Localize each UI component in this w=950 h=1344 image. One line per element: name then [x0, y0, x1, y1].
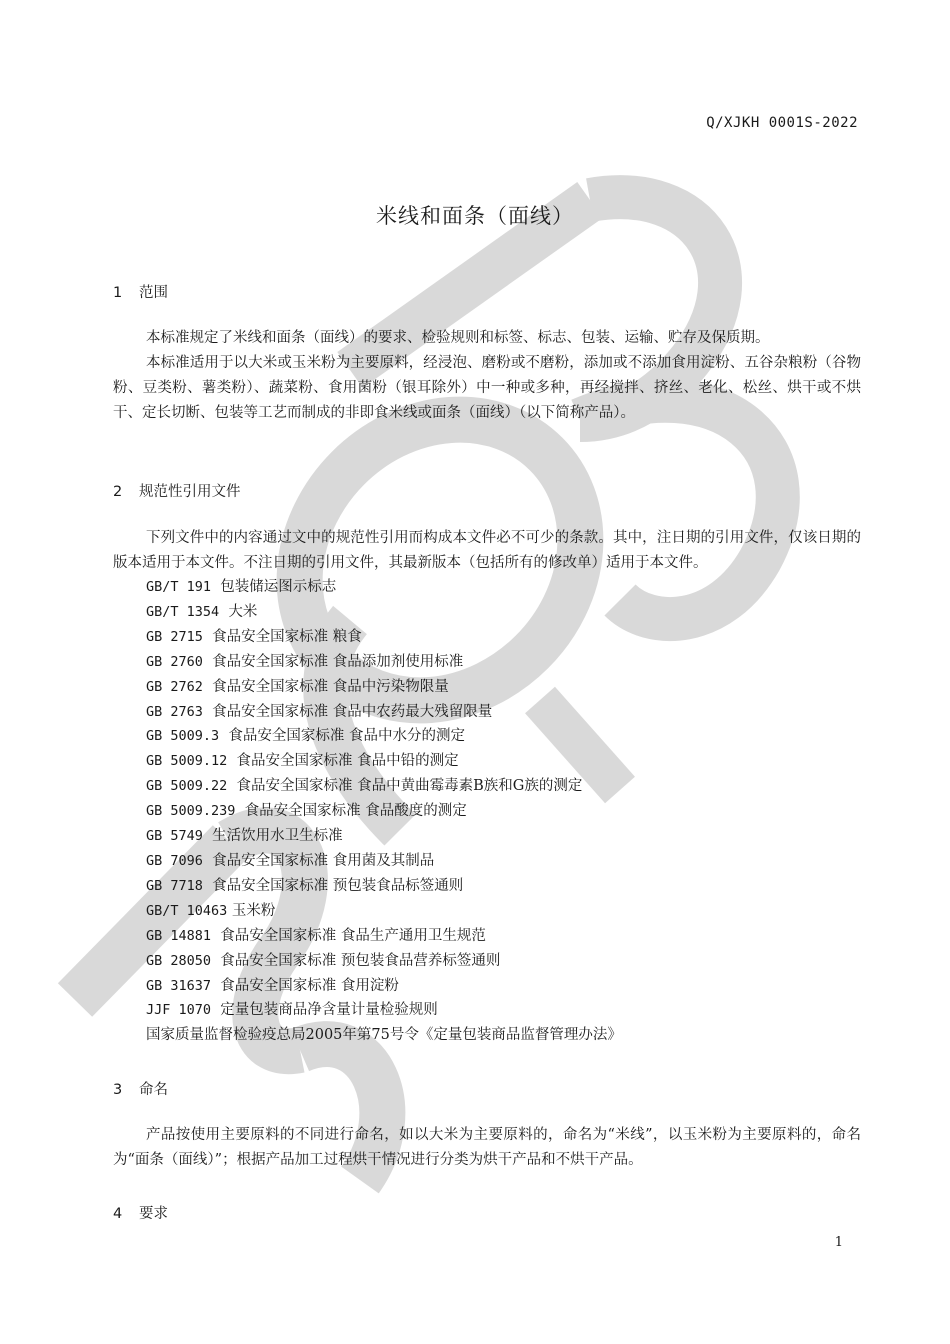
reference-title: 包装储运图示标志: [211, 579, 337, 595]
paragraph: 产品按使用主要原料的不同进行命名，如以大米为主要原料的，命名为“米线”，以玉米粉为主要原料的，命名为“面条（面线）”；根据产品加工过程烘干情况进行分类为烘干产品和不烘干产品。: [113, 1127, 861, 1168]
reference-item: [146, 575, 622, 600]
section-number: 3: [113, 1082, 123, 1098]
reference-title: 食品安全国家标准 预包装食品营养标签通则: [211, 952, 501, 969]
reference-code: GB 2762: [146, 678, 203, 695]
reference-code: GB 7096: [146, 852, 203, 869]
section-heading-naming: [113, 1078, 168, 1099]
reference-item: [146, 949, 622, 974]
reference-item: [146, 700, 622, 725]
page-number: 1: [834, 1235, 843, 1250]
reference-code: GB/T 1354: [146, 603, 220, 620]
reference-code: GB/T 10463: [146, 902, 228, 919]
reference-title: 食品安全国家标准 食品中污染物限量: [202, 678, 449, 695]
reference-item: [146, 924, 622, 949]
reference-item: [146, 774, 622, 799]
paragraph: 本标准规定了米线和面条（面线）的要求、检验规则和标签、标志、包装、运输、贮存及保质期。: [146, 330, 770, 346]
paragraph: 下列文件中的内容通过文中的规范性引用而构成本文件必不可少的条款。其中，注日期的引用文件，仅该日期的版本适用于本文件。不注日期的引用文件，其最新版本（包括所有的修改单）适用于本文件。: [113, 530, 861, 571]
reference-item: [146, 974, 622, 999]
reference-item: [146, 1023, 622, 1048]
reference-item: [146, 824, 622, 849]
reference-code: GB 2760: [146, 653, 203, 670]
reference-code: GB 28050: [146, 952, 212, 969]
reference-title: 生活饮用水卫生标准: [202, 828, 343, 845]
reference-item: [146, 874, 622, 899]
reference-code: GB/T 191: [146, 579, 212, 595]
reference-item: [146, 600, 622, 625]
reference-item: [146, 799, 622, 824]
reference-code: GB 14881: [146, 927, 212, 944]
reference-title: 食品安全国家标准 食品生产通用卫生规范: [211, 927, 486, 944]
reference-item: [146, 675, 622, 700]
reference-title: 食品安全国家标准 食品酸度的测定: [235, 803, 467, 820]
reference-code: GB 2715: [146, 628, 203, 645]
reference-title: 定量包装商品净含量计量检验规则: [211, 1002, 438, 1019]
reference-code: GB 5009.239: [146, 803, 236, 820]
reference-title: 食品安全国家标准 食品中黄曲霉毒素B族和G族的测定: [227, 778, 583, 795]
reference-item: [146, 998, 622, 1023]
reference-item: [146, 625, 622, 650]
reference-title: 国家质量监督检验疫总局2005年第75号令《定量包装商品监督管理办法》: [146, 1027, 622, 1044]
section-heading-normative-references: [113, 480, 241, 501]
references-intro: [113, 526, 861, 576]
reference-code: GB 5749: [146, 828, 203, 845]
reference-item: [146, 849, 622, 874]
reference-item: [146, 650, 622, 675]
reference-title: 食品安全国家标准 预包装食品标签通则: [202, 877, 464, 894]
reference-title: 食品安全国家标准 食用菌及其制品: [202, 852, 435, 869]
reference-title: 食品安全国家标准 食品中铅的测定: [227, 753, 459, 770]
reference-title: 食品安全国家标准 粮食: [202, 628, 362, 645]
reference-code: GB 31637: [146, 977, 212, 994]
document-code: Q/XJKH 0001S-2022: [706, 115, 858, 131]
reference-title: 大米: [219, 603, 258, 620]
reference-item: [146, 724, 622, 749]
section-heading-scope: [113, 281, 168, 302]
reference-title: 玉米粉: [227, 902, 276, 919]
section-heading-requirements: [113, 1202, 168, 1223]
naming-paragraphs: [113, 1123, 861, 1173]
reference-title: 食品安全国家标准 食用淀粉: [211, 977, 399, 994]
section-number: 1: [113, 285, 123, 301]
reference-list: [146, 575, 622, 1048]
reference-item: [146, 749, 622, 774]
document-title: 米线和面条（面线）: [376, 204, 574, 228]
section-title: 命名: [139, 1082, 168, 1098]
section-number: 2: [113, 484, 123, 500]
reference-code: GB 5009.22: [146, 778, 228, 795]
reference-item: [146, 899, 622, 924]
paragraph: 本标准适用于以大米或玉米粉为主要原料，经浸泡、磨粉或不磨粉，添加或不添加食用淀粉、五谷杂粮粉（谷物粉、豆类粉、薯类粉）、蔬菜粉、食用菌粉（银耳除外）中一种或多种，再经搅拌、挤丝、老化、松丝、烘干或不烘干、定长切断、包装等工艺而制成的非即食米线或面条（面线）（以下简称产品）。: [113, 355, 861, 421]
section-number: 4: [113, 1206, 123, 1222]
reference-code: JJF 1070: [146, 1002, 212, 1019]
scope-paragraphs: [113, 326, 861, 426]
reference-title: 食品安全国家标准 食品添加剂使用标准: [202, 653, 464, 670]
section-title: 要求: [139, 1206, 168, 1222]
section-title: 范围: [139, 285, 168, 301]
reference-code: GB 5009.3: [146, 728, 220, 745]
reference-code: GB 7718: [146, 877, 203, 894]
reference-title: 食品安全国家标准 食品中农药最大残留限量: [202, 703, 493, 720]
reference-code: GB 2763: [146, 703, 203, 720]
reference-title: 食品安全国家标准 食品中水分的测定: [219, 728, 465, 745]
reference-code: GB 5009.12: [146, 753, 228, 770]
section-title: 规范性引用文件: [139, 484, 241, 500]
